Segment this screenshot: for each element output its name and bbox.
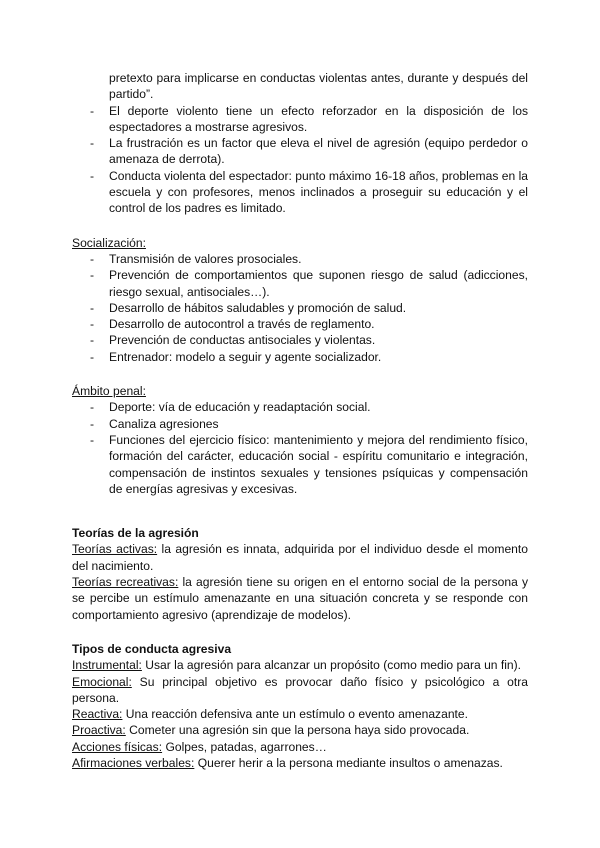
tipos-heading: Tipos de conducta agresiva — [72, 641, 232, 656]
term-label: Acciones físicas: — [72, 739, 163, 754]
ambito-penal-heading: Ámbito penal: — [72, 384, 146, 399]
term-label: Proactiva: — [72, 723, 126, 738]
ambito-penal-list — [72, 399, 528, 497]
dash-marker: - — [90, 317, 95, 332]
list-item: - Transmisión de valores prosociales. — [90, 251, 302, 266]
list-item: - Desarrollo de hábitos saludables y promoción de salud. — [90, 300, 407, 315]
tipo-instrumental: Instrumental: Usar la agresión para alcanzar un propósito (como medio para un fin). — [72, 658, 522, 673]
term-label: Teorías activas: — [72, 542, 158, 557]
document-body — [72, 70, 528, 771]
teorias-recreativas-paragraph: Teorías recreativas: la agresión tiene su origen en el entorno social de la persona y se percibe un estímulo amenazante en una situación concreta y se responde con comportamiento agresivo (aprendizaje de modelos). — [72, 575, 528, 622]
term-label: Emocional: — [72, 674, 132, 689]
dash-marker: - — [90, 400, 95, 415]
list-item: - Entrenador: modelo a seguir y agente socializador. — [90, 349, 382, 364]
tipo-afirmaciones-verbales: Afirmaciones verbales: Querer herir a la persona mediante insultos o amenazas. — [72, 755, 503, 770]
list-item: - Canaliza agresiones — [90, 416, 219, 431]
tipo-proactiva: Proactiva: Cometer una agresión sin que la persona haya sido provocada. — [72, 723, 470, 738]
socializacion-heading: Socialización: — [72, 235, 146, 250]
term-label: Reactiva: — [72, 707, 123, 722]
list-item: - Prevención de comportamientos que suponen riesgo de salud (adicciones, riesgo sexual, antisociales…). — [90, 268, 528, 299]
list-item: - Prevención de conductas antisociales y violentas. — [90, 333, 376, 348]
list-item: - Desarrollo de autocontrol a través de reglamento. — [90, 317, 375, 332]
dash-marker: - — [90, 251, 95, 266]
list-item: - La frustración es un factor que eleva el nivel de agresión (equipo perdedor o amenaza de derrota). — [90, 136, 528, 167]
continuation-text: pretexto para implicarse en conductas violentas antes, durante y después del partido”. — [109, 71, 528, 102]
list-item: - Funciones del ejercicio físico: mantenimiento y mejora del rendimiento físico, formación del carácter, educación social - espíritu comunitario e integración, compensación de instintos sexuales y tensiones psíquicas y compensación de energías agresivas y excesivas. — [90, 432, 528, 496]
term-label: Teorías recreativas: — [72, 575, 179, 590]
list-item: - El deporte violento tiene un efecto reforzador en la disposición de los espectadores a mostrarse agresivos. — [90, 103, 528, 134]
term-label: Afirmaciones verbales: — [72, 755, 195, 770]
dash-marker: - — [90, 136, 95, 151]
term-label: Instrumental: — [72, 658, 142, 673]
list-item: - Conducta violenta del espectador: punto máximo 16-18 años, problemas en la escuela y con profesores, menos inclinados a proseguir su educación y el control de los padres es limitado. — [90, 168, 528, 216]
tipo-emocional: Emocional: Su principal objetivo es provocar daño físico y psicológico a otra persona. — [72, 674, 528, 705]
dash-marker: - — [90, 103, 95, 118]
tipo-reactiva: Reactiva: Una reacción defensiva ante un estímulo o evento amenazante. — [72, 707, 468, 722]
tipo-acciones-fisicas: Acciones físicas: Golpes, patadas, agarrones… — [72, 739, 327, 754]
dash-marker: - — [90, 268, 95, 283]
dash-marker: - — [90, 168, 95, 183]
teorias-heading: Teorías de la agresión — [72, 526, 199, 541]
socializacion-list — [72, 251, 528, 365]
dash-marker: - — [90, 416, 95, 431]
dash-marker: - — [90, 333, 95, 348]
top-bullet-list — [72, 103, 528, 217]
dash-marker: - — [90, 300, 95, 315]
list-item: - Deporte: vía de educación y readaptación social. — [90, 400, 371, 415]
teorias-activas-paragraph: Teorías activas: la agresión es innata, adquirida por el individuo desde el momento del nacimiento. — [72, 542, 528, 573]
dash-marker: - — [90, 432, 95, 447]
dash-marker: - — [90, 349, 95, 364]
